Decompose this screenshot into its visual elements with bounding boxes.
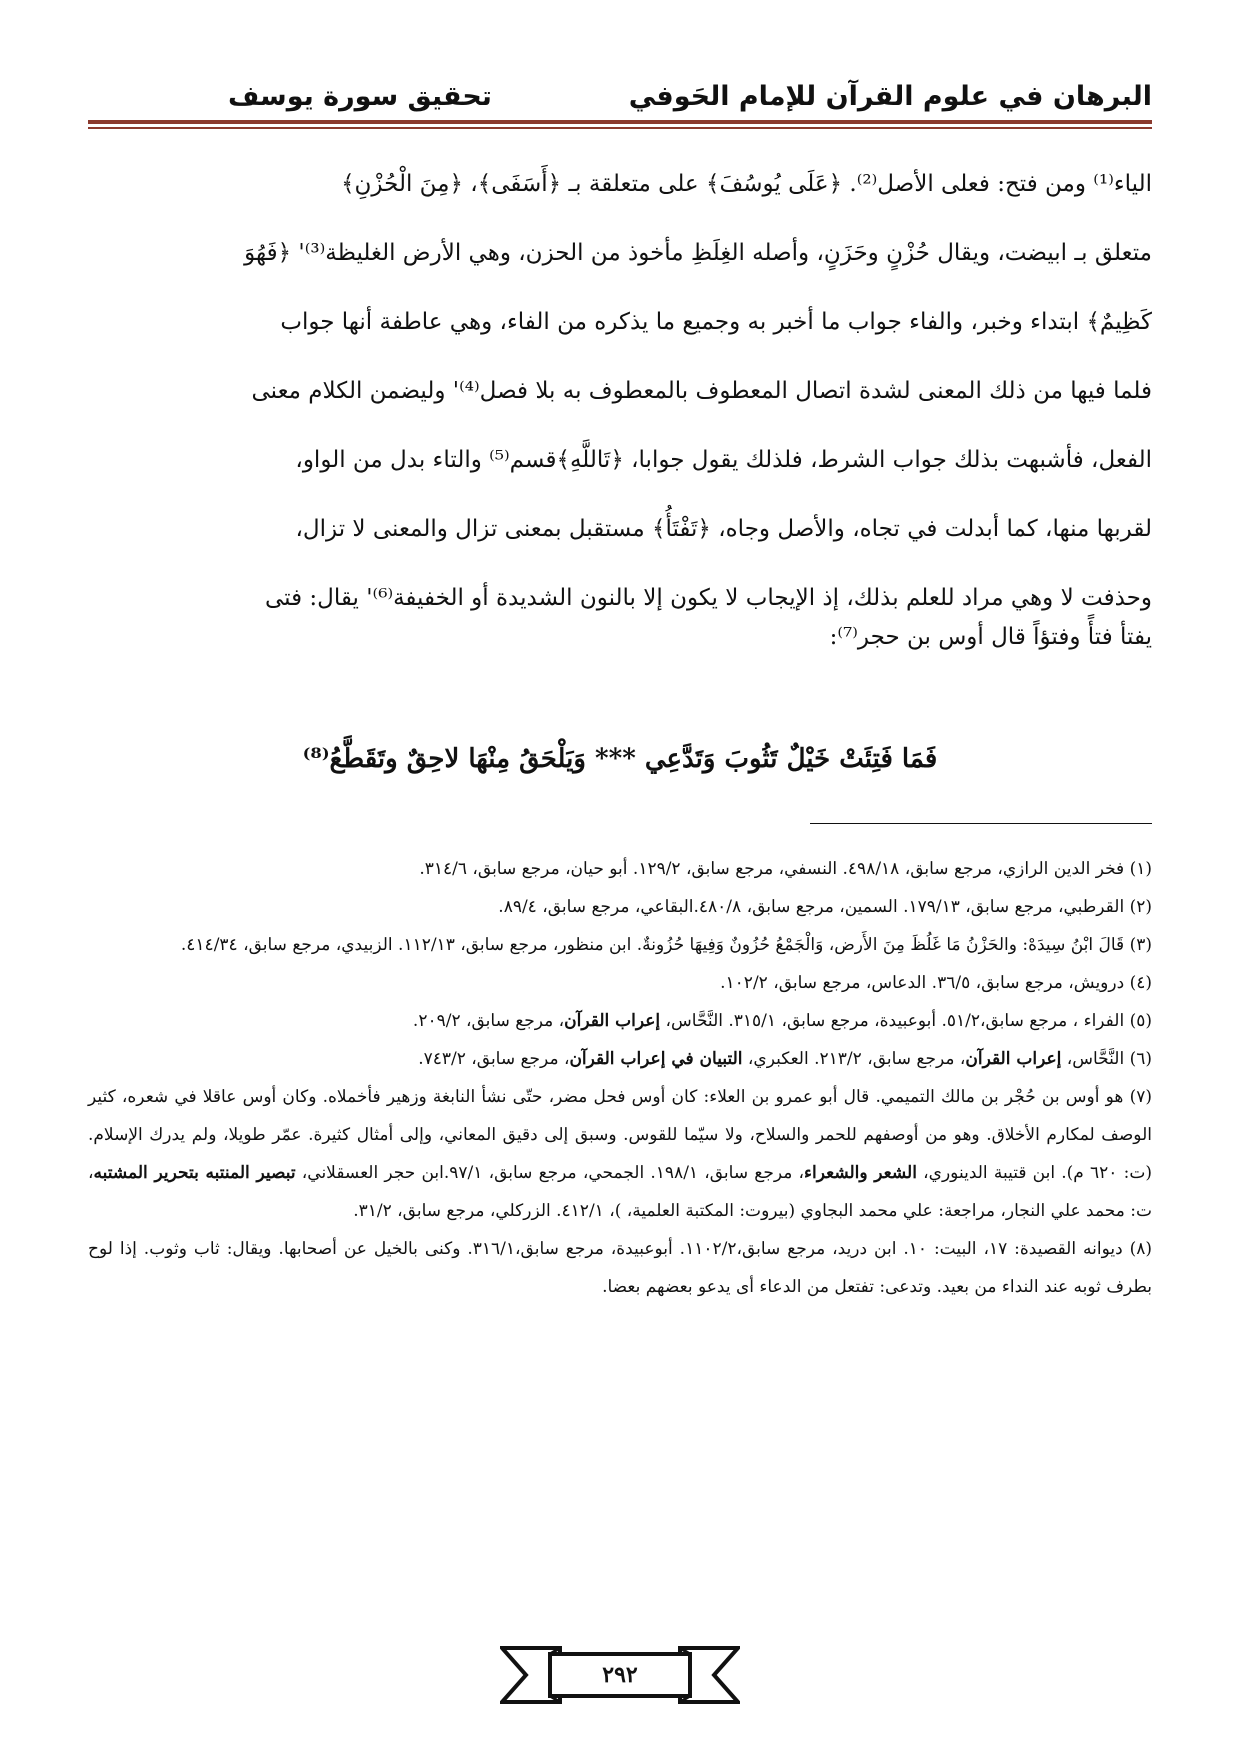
footnotes [88, 850, 1152, 1306]
footnote-text: ، مرجع سابق، ٢١٣/٢. العكبري، [742, 1049, 966, 1069]
footnote-1: (١) فخر الدين الرازي، مرجع سابق، ٤٩٨/١٨. النسفي، مرجع سابق، ١٢٩/٢. أبو حيان، مرجع سابق، ٣١٤/٦. [419, 859, 1152, 879]
footnote-separator [810, 823, 1152, 824]
footnote-text: ، مرجع سابق، ٢٠٩/٢. [412, 1011, 565, 1031]
page-number: ٢٩٢ [602, 1662, 638, 1688]
poetry-verse: فَمَا فَتِئَتْ خَيْلٌ تَثُوبَ وَتَدَّعِي *** وَيَلْحَقُ مِنْهَا لاحِقٌ وتَقَطَّعُ⁽⁸⁾ [302, 744, 938, 774]
main-text [88, 150, 1152, 655]
text-line: كَظِيمٌ﴾ ابتداء وخبر، والفاء جواب ما أخبر به وجميع ما يذكره من الفاء، وهي عاطفة أنها جواب [280, 309, 1152, 335]
footnote-text: ، ت: محمد علي النجار، مراجعة: علي محمد البجاوي (بيروت: المكتبة العلمية، )، ٤١٢/١. الزركلي، مرجع سابق، ٣١/٢. [88, 1163, 1152, 1221]
text-line: متعلق بـ ابيضت، ويقال حُزْنٍ وحَزَنٍ، وأصله الغِلَظِ مأخوذ من الحزن، وهي الأرض الغليظة⁽³⁾' ﴿فَهُوَ [244, 240, 1152, 266]
footnote-8: (٨) ديوانه القصيدة: ١٧، البيت: ١٠. ابن دريد، مرجع سابق،١١٠٢/٢. أبوعبيدة، مرجع سابق،٣١٦/١. وكنى بالخيل عن أصحابها. ويقال: ثاب وثوب. إذا لوح بطرف ثوبه عند النداء من بعيد. وتدعى: تفتعل من الدعاء أى يدعو بعضهم بعضا. [88, 1239, 1153, 1297]
text-line: وحذفت لا وهي مراد للعلم بذلك، إذ الإيجاب لا يكون إلا بالنون الشديدة أو الخفيفة⁽⁶⁾' يقال: فتى [265, 585, 1152, 611]
footnote-6 [88, 1040, 1152, 1078]
header-rule-thin [88, 127, 1152, 129]
footnote-text: (٧) هو أوس بن حُجْر بن مالك التميمي. قال أبو عمرو بن العلاء: كان أوس فحل مضر، حتّى نشأ النابغة وزهير فأخملاه. وكان أوس عاقلا في شعره، كثير الوصف لمكارم الأخلاق. وهو من أوصفهم للحمر والسلاح، ولا سيّما للقوس. وسبق إلى دقيق المعاني، وإلى أمثال كثيرة. عمّر طويلا، ولم يدرك الإسلام. (ت: ٦٢٠ م). ابن قتيبة الدينوري، [88, 1087, 1153, 1183]
footnote-5 [88, 1002, 1152, 1040]
text-line: لقربها منها، كما أبدلت في تجاه، والأصل وجاه، ﴿تَفْتَأُ﴾ مستقبل بمعنى تزال والمعنى لا تزال، [295, 516, 1152, 542]
footnote-2: (٢) القرطبي، مرجع سابق، ١٧٩/١٣. السمين، مرجع سابق، ٤٨٠/٨.البقاعي، مرجع سابق، ٨٩/٤. [498, 897, 1152, 917]
running-header [88, 76, 1152, 116]
footnote-bold-title: الشعر والشعراء [804, 1163, 917, 1183]
footnote-4: (٤) درويش، مرجع سابق، ٣٦/٥. الدعاس، مرجع سابق، ١٠٢/٢. [720, 973, 1152, 993]
page-number-ribbon [500, 1640, 740, 1710]
header-rule-thick [88, 120, 1152, 124]
footnote-text: ، مرجع سابق، ٧٤٣/٢. [418, 1049, 570, 1069]
text-line: الفعل، فأشبهت بذلك جواب الشرط، فلذلك يقول جوابا، ﴿تَاللَّهِ﴾قسم⁽⁵⁾ والتاء بدل من الواو، [295, 447, 1152, 473]
text-line: يفتأ فتأً وفتؤاً قال أوس بن حجر⁽⁷⁾: [829, 624, 1152, 650]
footnote-3: (٣) قَالَ ابْنُ سِيدَهْ: والحَزْنُ مَا غَلُظَ مِنَ الأَرض، وَالْجَمْعُ حُزُونٌ وَفِيهَا حُزُونةٌ. ابن منظور، مرجع سابق، ١١٢/١٣. الزبيدي، مرجع سابق، ٤١٤/٣٤. [180, 935, 1152, 955]
footnote-bold-title: التبيان في إعراب القرآن [569, 1049, 743, 1069]
footnote-bold-title: إعراب القرآن [564, 1011, 661, 1031]
footnote-text: (٥) الفراء ، مرجع سابق،٥١/٢. أبوعبيدة، مرجع سابق، ٣١٥/١. النَّحَّاس، [660, 1011, 1152, 1031]
footnote-text: (٦) النَّحَّاس، [1061, 1049, 1152, 1069]
footnote-bold-title: إعراب القرآن [965, 1049, 1062, 1069]
text-line: الياء⁽¹⁾ ومن فتح: فعلى الأصل⁽²⁾. ﴿عَلَى يُوسُفَ﴾ على متعلقة بـ ﴿أَسَفَى﴾، ﴿مِنَ الْحُزْنِ﴾ [341, 171, 1152, 197]
section-title: تحقيق سورة يوسف [228, 80, 492, 112]
footnote-bold-title: تبصير المنتبه بتحرير المشتبه [93, 1163, 296, 1183]
footnote-7 [88, 1078, 1152, 1230]
book-title: البرهان في علوم القرآن للإمام الحَوفي [628, 80, 1152, 112]
footnote-text: ، مرجع سابق، ١٩٨/١. الجمحي، مرجع سابق، ٩٧/١.ابن حجر العسقلاني، [295, 1163, 805, 1183]
text-line: فلما فيها من ذلك المعنى لشدة اتصال المعطوف بالمعطوف به بلا فصل⁽⁴⁾' وليضمن الكلام معنى [251, 378, 1152, 404]
